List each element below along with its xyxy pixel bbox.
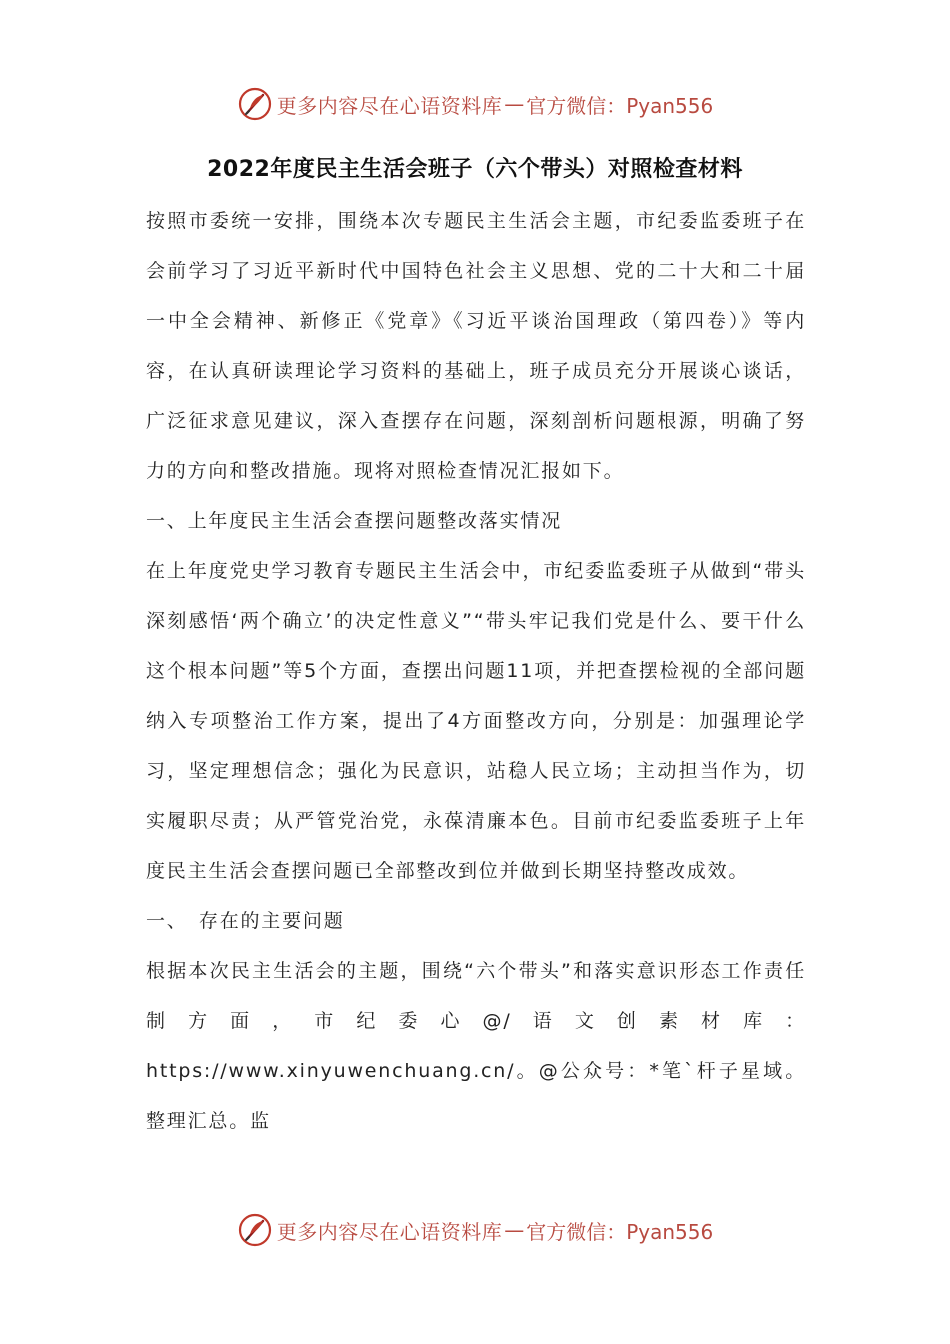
paragraph-intro: 按照市委统一安排，围绕本次专题民主生活会主题，市纪委监委班子在会前学习了习近平新时代中国特色社会主义思想、党的二十大和二十届一中全会精神、新修正《党章》《习近平谈治国理政（第四卷）》等内容，在认真研读理论学习资料的基础上，班子成员充分开展谈心谈话，广泛征求意见建议，深入查摆存在问题，深刻剖析问题根源，明确了努力的方向和整改措施。现将对照检查情况汇报如下。 [146, 210, 806, 482]
section-heading-rectification: 一、上年度民主生活会查摆问题整改落实情况 [146, 510, 563, 532]
banner-wechat-text: 官方微信：Pyan556 [526, 93, 714, 118]
document-body [146, 196, 806, 1146]
paragraph-problems: 根据本次民主生活会的主题，围绕“六个带头”和落实意识形态工作责任制方面，市纪委心@/语文创素材库：https://www.xinyuwenchuang.cn/。@公众号：*笔`杆子星域。整理汇总。监 [146, 960, 806, 1132]
banner-separator: — [504, 92, 525, 116]
header-banner [0, 84, 950, 124]
banner-main-text: 更多内容尽在心语资料库 [276, 1219, 503, 1244]
paragraph-rectification: 在上年度党史学习教育专题民主生活会中，市纪委监委班子从做到“带头深刻感悟‘两个确立’的决定性意义”“带头牢记我们党是什么、要干什么这个根本问题”等5个方面，查摆出问题11项，并把查摆检视的全部问题纳入专项整治工作方案，提出了4方面整改方向，分别是：加强理论学习，坚定理想信念；强化为民意识，站稳人民立场；主动担当作为，切实履职尽责；从严管党治党，永葆清廉本色。目前市纪委监委班子上年度民主生活会查摆问题已全部整改到位并做到长期坚持整改成效。 [146, 560, 806, 882]
quill-logo-icon [237, 86, 273, 122]
footer-banner [0, 1210, 950, 1250]
banner-wechat-text: 官方微信：Pyan556 [526, 1219, 714, 1244]
document-title: 2022年度民主生活会班子（六个带头）对照检查材料 [207, 157, 743, 182]
section-heading-problems: 一、 存在的主要问题 [146, 910, 345, 932]
banner-main-text: 更多内容尽在心语资料库 [276, 93, 503, 118]
quill-logo-icon [237, 1212, 273, 1248]
banner-separator: — [504, 1218, 525, 1242]
